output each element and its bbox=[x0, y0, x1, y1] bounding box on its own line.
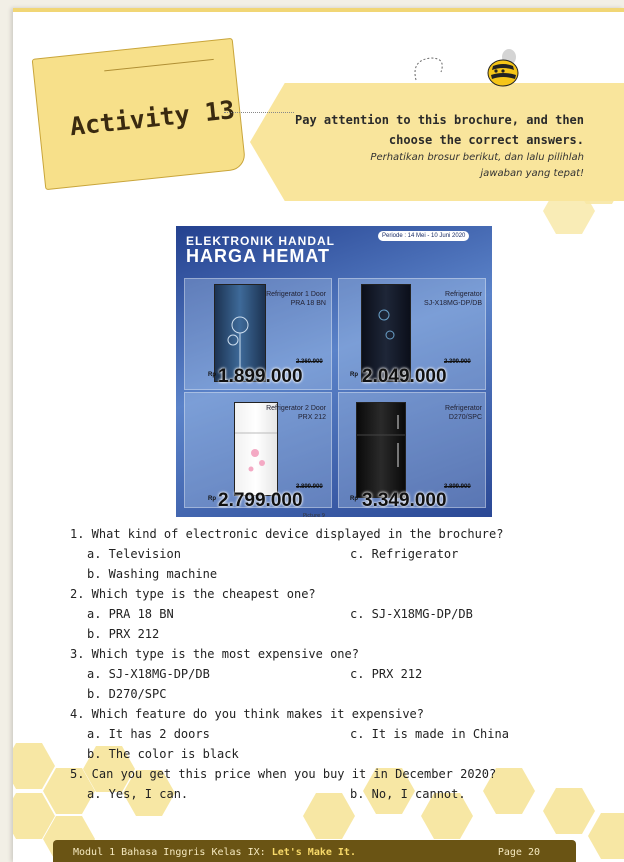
question-4-option-c: c. It is made in China bbox=[350, 727, 509, 741]
question-2: 2. Which type is the cheapest one? bbox=[70, 587, 316, 601]
footer-module-title: Let's Make It. bbox=[271, 847, 356, 858]
product-3-label bbox=[242, 404, 326, 422]
product-1-label bbox=[246, 290, 326, 308]
product-4-old-price: 3.899.900 bbox=[444, 484, 471, 490]
brochure-headline-2: HARGA HEMAT bbox=[186, 246, 330, 266]
product-2-label bbox=[398, 290, 482, 308]
product-2-label-line-1: Refrigerator bbox=[445, 291, 482, 298]
instruction-indonesian bbox=[254, 150, 584, 182]
hexagon-decoration bbox=[543, 788, 595, 834]
product-3-old-price: 3.899.900 bbox=[296, 484, 323, 490]
question-3-option-a: a. SJ-X18MG-DP/DB bbox=[87, 667, 210, 681]
hexagon-decoration bbox=[303, 793, 355, 839]
flight-path-icon bbox=[411, 50, 451, 90]
question-5-option-b: b. No, I cannot. bbox=[350, 787, 466, 801]
question-4-option-b: b. The color is black bbox=[87, 747, 239, 761]
product-3-price: 2.799.000 bbox=[218, 490, 303, 511]
bee-icon bbox=[483, 48, 525, 88]
hexagon-decoration bbox=[588, 813, 624, 859]
brochure-headline-1: ELEKTRONIK HANDAL bbox=[186, 234, 335, 248]
product-4-label bbox=[398, 404, 482, 422]
question-1: 1. What kind of electronic device displayed in the brochure? bbox=[70, 527, 504, 541]
activity-sticky-note bbox=[32, 38, 247, 190]
question-2-option-b: b. PRX 212 bbox=[87, 627, 160, 641]
page-footer bbox=[53, 840, 576, 862]
product-2-currency: Rp bbox=[350, 372, 358, 378]
question-2-option-c: c. SJ-X18MG-DP/DB bbox=[350, 607, 473, 621]
product-3-model: PRX 212 bbox=[297, 414, 326, 421]
product-4-model: D270/SPC bbox=[448, 414, 482, 421]
promo-period: Periode : 14 Mei - 10 Juni 2020 bbox=[378, 231, 469, 241]
question-3-option-b: b. D270/SPC bbox=[87, 687, 167, 701]
activity-title: Activity 13 bbox=[68, 95, 237, 142]
instruction-id-line-2: jawaban yang tepat! bbox=[480, 168, 584, 179]
top-border bbox=[13, 8, 624, 12]
footer-module bbox=[73, 847, 356, 858]
product-2-price: 2.049.000 bbox=[362, 366, 447, 387]
product-2-model: SJ-X18MG-DP/DB bbox=[424, 300, 482, 307]
question-1-option-b: b. Washing machine bbox=[87, 567, 218, 581]
question-2-option-a: a. PRA 18 BN bbox=[87, 607, 174, 621]
instruction-en-line-1: Pay attention to this brochure, and then bbox=[295, 113, 584, 127]
question-5-option-a: a. Yes, I can. bbox=[87, 787, 189, 801]
worksheet-page bbox=[13, 8, 624, 862]
question-4-option-a: a. It has 2 doors bbox=[87, 727, 210, 741]
question-1-option-c: c. Refrigerator bbox=[350, 547, 459, 561]
product-4-price: 3.349.000 bbox=[362, 490, 447, 511]
note-line bbox=[104, 59, 214, 71]
product-1-currency: Rp bbox=[208, 372, 216, 378]
question-3-option-c: c. PRX 212 bbox=[350, 667, 423, 681]
question-1-option-a: a. Television bbox=[87, 547, 181, 561]
product-4-label-line-1: Refrigerator bbox=[445, 405, 482, 412]
refrigerator-brochure bbox=[176, 226, 492, 517]
product-2-old-price: 2.399.900 bbox=[444, 359, 471, 365]
product-1-old-price: 2.360.900 bbox=[296, 359, 323, 365]
product-3-currency: Rp bbox=[208, 496, 216, 502]
product-1-price: 1.899.000 bbox=[218, 366, 303, 387]
instruction-english bbox=[254, 110, 584, 150]
instruction-en-line-2: choose the correct answers. bbox=[388, 133, 584, 147]
question-5: 5. Can you get this price when you buy it in December 2020? bbox=[70, 767, 497, 781]
product-1-label-line-1: Refrigerator 1 Door bbox=[266, 291, 326, 298]
question-4: 4. Which feature do you think makes it expensive? bbox=[70, 707, 425, 721]
product-4-currency: Rp bbox=[350, 496, 358, 502]
footer-module-label: Modul 1 Bahasa Inggris Kelas IX: bbox=[73, 847, 272, 858]
product-1-model: PRA 18 BN bbox=[290, 300, 326, 307]
question-3: 3. Which type is the most expensive one? bbox=[70, 647, 359, 661]
product-3-label-line-1: Refrigerator 2 Door bbox=[266, 405, 326, 412]
picture-caption: Picture 9 bbox=[303, 513, 325, 519]
footer-page-number: Page 20 bbox=[497, 847, 540, 858]
instruction-id-line-1: Perhatikan brosur berikut, dan lalu pilihlah bbox=[370, 152, 584, 163]
